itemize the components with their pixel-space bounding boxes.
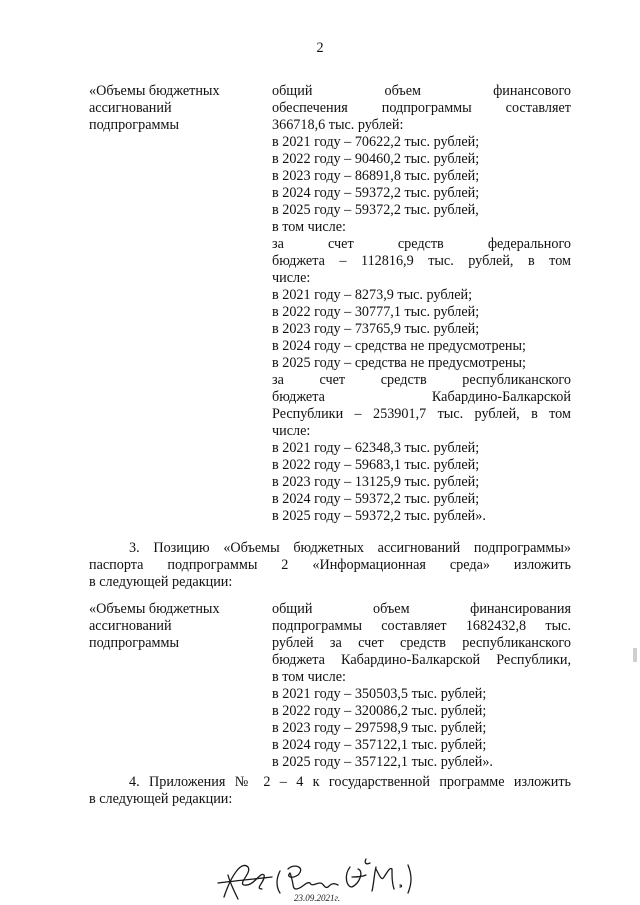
budget-block-subprogram-2 — [89, 601, 571, 771]
block1-right-line: в 2022 году – 59683,1 тыс. рублей; — [272, 457, 480, 473]
handwritten-signature — [214, 853, 444, 903]
block1-right-line: Республики – 253901,7 тыс. рублей, в том — [272, 406, 571, 422]
block2-right-line: рублей за счет средств республиканского — [272, 635, 571, 651]
page-number: 2 — [316, 40, 324, 56]
block1-left-column — [89, 83, 272, 525]
block2-right-line: подпрограммы составляет 1682432,8 тыс. — [272, 618, 571, 634]
block1-left-line: «Объемы бюджетных — [89, 83, 220, 99]
block1-right-line: за счет средств республиканского — [272, 372, 571, 388]
paragraph-3-line: 3. Позицию «Объемы бюджетных ассигнований подпрограммы» — [129, 540, 571, 556]
block2-left-line: подпрограммы — [89, 635, 179, 651]
block1-right-column — [272, 83, 571, 525]
paragraph-3-line: паспорта подпрограммы 2 «Информационная среда» изложить — [89, 557, 571, 573]
svg-text:23.09.2021г.: 23.09.2021г. — [294, 893, 341, 903]
block1-right-line: в 2024 году – 59372,2 тыс. рублей; — [272, 185, 480, 201]
block2-right-line: в том числе: — [272, 669, 346, 685]
block2-left-line: ассигнований — [89, 618, 172, 634]
margin-mark — [633, 648, 637, 662]
paragraph-4 — [89, 774, 571, 808]
block1-right-line: в 2023 году – 73765,9 тыс. рублей; — [272, 321, 480, 337]
paragraph-4-line: 4. Приложения № 2 – 4 к государственной программе изложить — [129, 774, 571, 790]
block2-right-line: бюджета Кабардино-Балкарской Республики, — [272, 652, 571, 668]
block1-right-line: в 2021 году – 70622,2 тыс. рублей; — [272, 134, 480, 150]
block1-right-line: бюджета Кабардино-Балкарской — [272, 389, 571, 405]
block1-right-line: в 2023 году – 86891,8 тыс. рублей; — [272, 168, 480, 184]
block1-right-line: в 2021 году – 8273,9 тыс. рублей; — [272, 287, 473, 303]
block2-right-line: в 2024 году – 357122,1 тыс. рублей; — [272, 737, 487, 753]
block2-left-line: «Объемы бюджетных — [89, 601, 220, 617]
block1-right-line: в 2025 году – 59372,2 тыс. рублей, — [272, 202, 479, 218]
block1-right-line: общий объем финансового — [272, 83, 571, 99]
paragraph-3-line: в следующей редакции: — [89, 574, 233, 590]
block2-right-column — [272, 601, 571, 771]
block1-right-line: в 2023 году – 13125,9 тыс. рублей; — [272, 474, 480, 490]
block1-right-line: в 2025 году – 59372,2 тыс. рублей». — [272, 508, 486, 524]
block1-right-line: в 2025 году – средства не предусмотрены; — [272, 355, 526, 371]
block1-right-line: бюджета – 112816,9 тыс. рублей, в том — [272, 253, 571, 269]
block1-right-line: в 2024 году – средства не предусмотрены; — [272, 338, 526, 354]
block1-right-line: числе: — [272, 270, 311, 286]
budget-block-subprogram-1 — [89, 83, 571, 525]
block1-right-line: в том числе: — [272, 219, 346, 235]
block2-right-line: в 2021 году – 350503,5 тыс. рублей; — [272, 686, 487, 702]
paragraph-3 — [89, 540, 571, 591]
block1-right-line: в 2021 году – 62348,3 тыс. рублей; — [272, 440, 480, 456]
block1-left-line: ассигнований — [89, 100, 172, 116]
block2-right-line: в 2025 году – 357122,1 тыс. рублей». — [272, 754, 493, 770]
block1-right-line: обеспечения подпрограммы составляет — [272, 100, 571, 116]
block1-left-line: подпрограммы — [89, 117, 179, 133]
block1-right-line: в 2024 году – 59372,2 тыс. рублей; — [272, 491, 480, 507]
block2-right-line: в 2023 году – 297598,9 тыс. рублей; — [272, 720, 487, 736]
block2-left-column — [89, 601, 272, 771]
block1-right-line: за счет средств федерального — [272, 236, 571, 252]
block1-right-line: 366718,6 тыс. рублей: — [272, 117, 404, 133]
block1-right-line: в 2022 году – 90460,2 тыс. рублей; — [272, 151, 480, 167]
block2-right-line: в 2022 году – 320086,2 тыс. рублей; — [272, 703, 487, 719]
block2-right-line: общий объем финансирования — [272, 601, 571, 617]
paragraph-4-line: в следующей редакции: — [89, 791, 233, 807]
block1-right-line: числе: — [272, 423, 311, 439]
block1-right-line: в 2022 году – 30777,1 тыс. рублей; — [272, 304, 480, 320]
